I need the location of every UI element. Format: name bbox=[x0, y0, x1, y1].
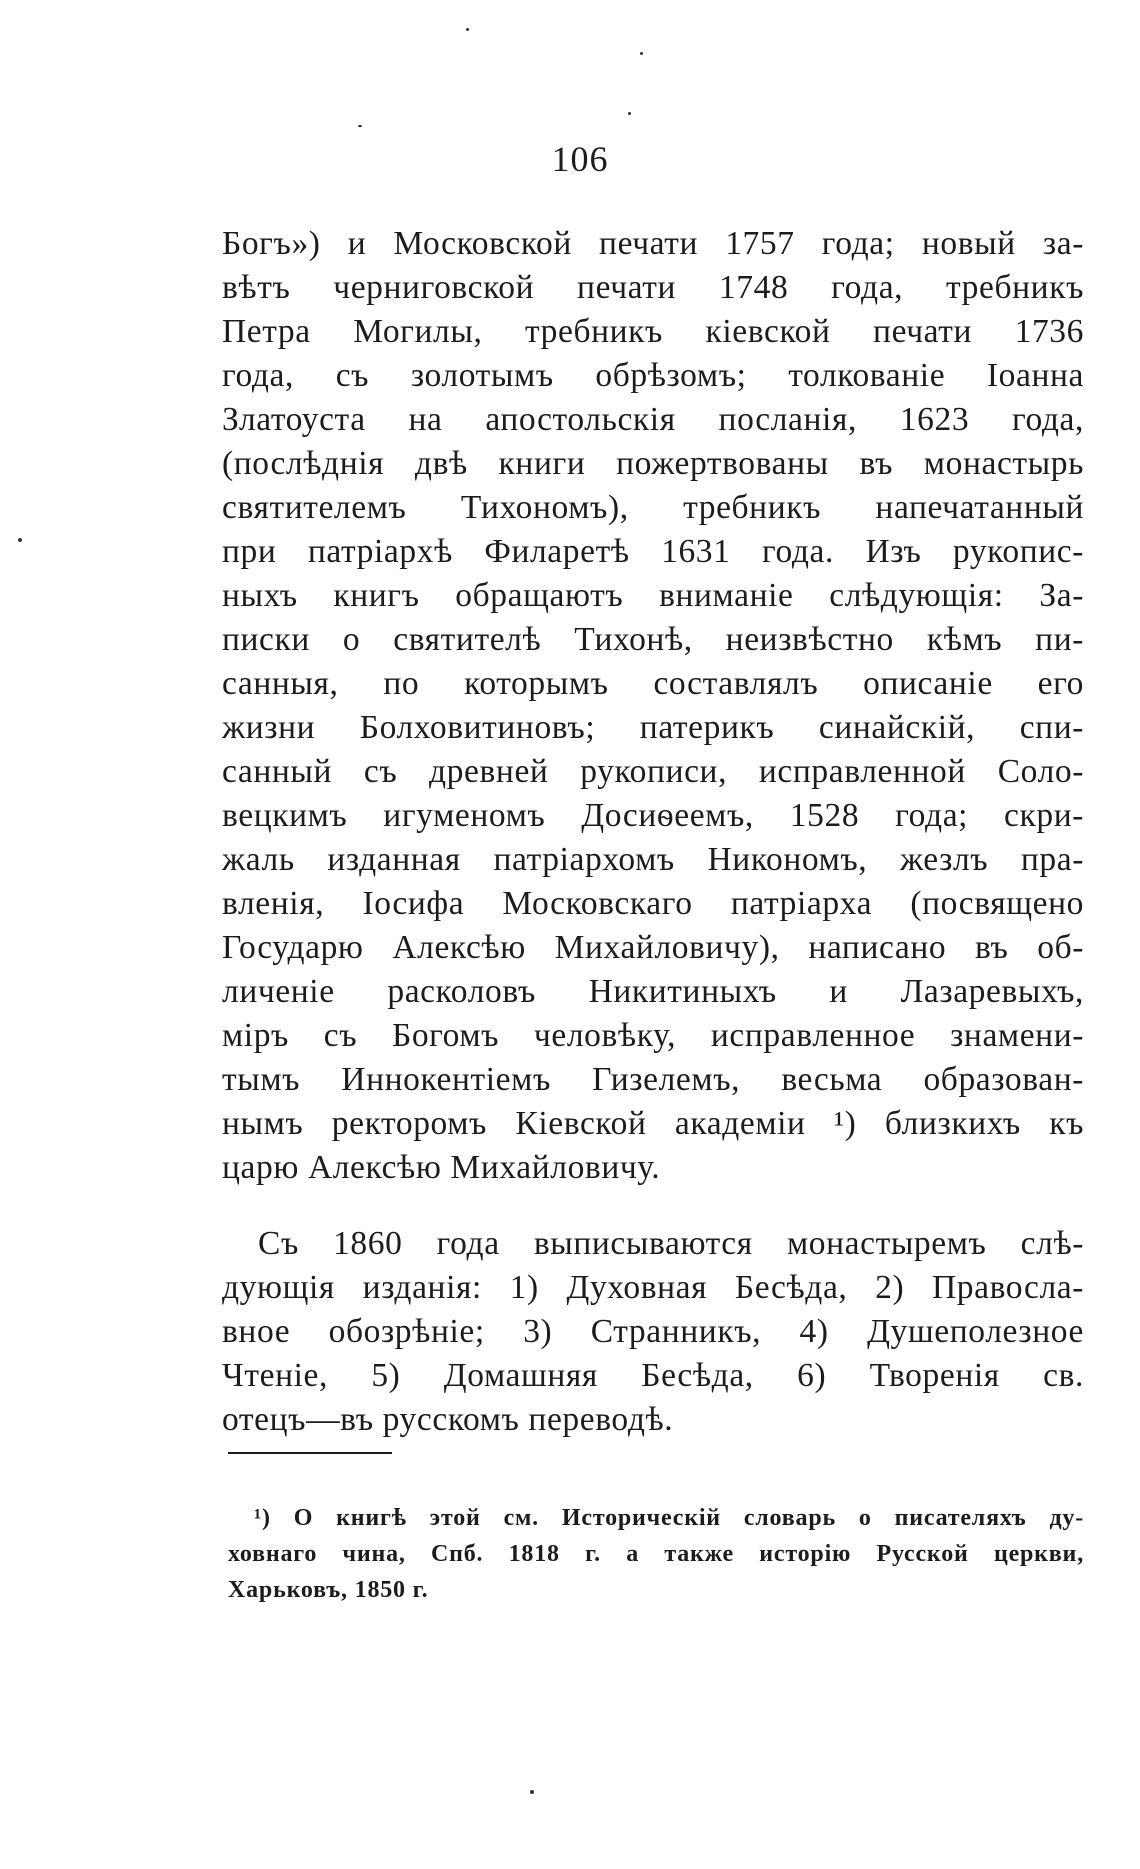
paragraph-spacer bbox=[222, 1190, 1084, 1222]
footnote bbox=[228, 1500, 1084, 1608]
text-line: при патріархѣ Филаретѣ 1631 года. Изъ рукопис- bbox=[222, 533, 1084, 570]
scan-speck bbox=[358, 125, 362, 127]
footnote-line: ¹) О книгѣ этой см. Историческій словарь о писателяхъ ду- bbox=[254, 1505, 1084, 1531]
text-line: Съ 1860 года выписываются монастыремъ слѣ- bbox=[258, 1225, 1084, 1262]
scan-speck bbox=[530, 1790, 534, 1794]
text-line: (послѣднія двѣ книги пожертвованы въ монастырь bbox=[222, 445, 1084, 482]
text-line: вное обозрѣніе; 3) Странникъ, 4) Душеполезное bbox=[222, 1313, 1084, 1350]
text-line: вѣтъ черниговской печати 1748 года, требникъ bbox=[222, 269, 1084, 306]
scan-speck bbox=[18, 538, 22, 542]
scan-speck bbox=[466, 28, 469, 31]
text-line: санный съ древней рукописи, исправленной Соло- bbox=[222, 753, 1084, 790]
text-line: вленія, Іосифа Московскаго патріарха (посвящено bbox=[222, 885, 1084, 922]
text-line: нымъ ректоромъ Кіевской академіи ¹) близкихъ къ bbox=[222, 1105, 1084, 1142]
text-line: года, съ золотымъ обрѣзомъ; толкованіе Іоанна bbox=[222, 357, 1084, 394]
text-line: жаль изданная патріархомъ Никономъ, жезлъ пра- bbox=[222, 841, 1084, 878]
scan-speck bbox=[628, 112, 631, 115]
text-line: Златоуста на апостольскія посланія, 1623 года, bbox=[222, 401, 1084, 438]
text-line: писки о святителѣ Тихонѣ, неизвѣстно кѣмъ пи- bbox=[222, 621, 1084, 658]
scan-speck bbox=[640, 52, 643, 55]
footnote-divider bbox=[228, 1452, 392, 1454]
main-text bbox=[222, 222, 1084, 1442]
text-line: отецъ—въ русскомъ переводѣ. bbox=[222, 1401, 674, 1438]
paragraph-2 bbox=[222, 1222, 1084, 1442]
footnote-line: ховнаго чина, Спб. 1818 г. а также исторію Русской церкви, bbox=[228, 1541, 1084, 1567]
footnote-line: Харьковъ, 1850 г. bbox=[228, 1577, 429, 1603]
text-line: жизни Болховитиновъ; патерикъ синайскій, спи- bbox=[222, 709, 1084, 746]
text-line: вецкимъ игуменомъ Досиѳеемъ, 1528 года; скри- bbox=[222, 797, 1084, 834]
paragraph-1 bbox=[222, 222, 1084, 1190]
text-line: святителемъ Тихономъ), требникъ напечатанный bbox=[222, 489, 1084, 526]
text-line: дующія изданія: 1) Духовная Бесѣда, 2) Правосла- bbox=[222, 1269, 1084, 1306]
text-line: царю Алексѣю Михайловичу. bbox=[222, 1149, 661, 1186]
text-line: ныхъ книгъ обращаютъ вниманіе слѣдующія: За- bbox=[222, 577, 1084, 614]
text-line: Государю Алексѣю Михайловичу), написано въ об- bbox=[222, 929, 1084, 966]
text-line: Богъ») и Московской печати 1757 года; новый за- bbox=[222, 225, 1084, 262]
text-line: личеніе расколовъ Никитиныхъ и Лазаревыхъ, bbox=[222, 973, 1084, 1010]
text-line: Чтеніе, 5) Домашняя Бесѣда, 6) Творенія св. bbox=[222, 1357, 1084, 1394]
text-line: Петра Могилы, требникъ кіевской печати 1736 bbox=[222, 313, 1084, 350]
text-line: міръ съ Богомъ человѣку, исправленное знамени- bbox=[222, 1017, 1084, 1054]
text-line: тымъ Иннокентіемъ Гизелемъ, весьма образован- bbox=[222, 1061, 1084, 1098]
page-number: 106 bbox=[551, 139, 609, 179]
text-line: санныя, по которымъ составлялъ описаніе его bbox=[222, 665, 1084, 702]
